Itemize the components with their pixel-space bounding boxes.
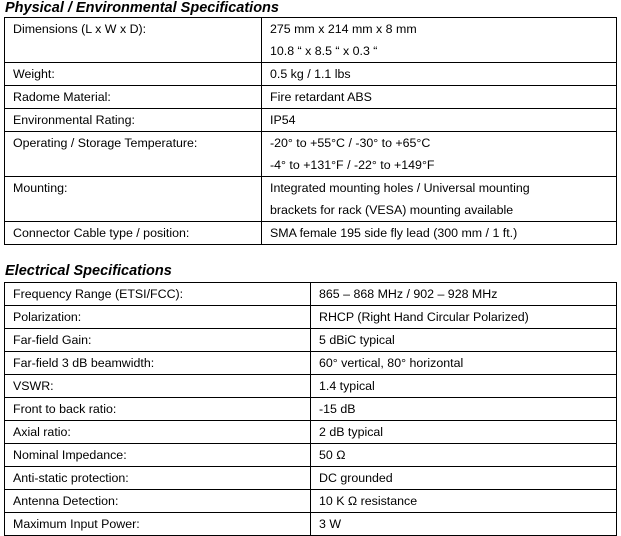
spec-value-cell (311, 329, 617, 352)
table-row (5, 306, 617, 329)
spec-value-cell (262, 86, 617, 109)
table-row (5, 490, 617, 513)
spec-label-cell (5, 398, 311, 421)
spec-label-cell (5, 352, 311, 375)
spec-value-cell (262, 177, 617, 222)
table-row (5, 421, 617, 444)
spec-value: RHCP (Right Hand Circular Polarized) (319, 310, 529, 324)
spec-value-cell (262, 109, 617, 132)
physical-specs-title: Physical / Environmental Specifications (5, 0, 279, 16)
table-row (5, 222, 617, 245)
table-row (5, 283, 617, 306)
spec-label: Far-field Gain: (13, 333, 92, 347)
spec-value-line: Fire retardant ABS (270, 90, 372, 104)
spec-label-cell (5, 490, 311, 513)
spec-label: Dimensions (L x W x D): (13, 22, 147, 36)
spec-value: 10 K Ω resistance (319, 494, 418, 508)
spec-value-cell (311, 444, 617, 467)
spec-value-cell (311, 398, 617, 421)
table-row (5, 513, 617, 536)
spec-value-cell (311, 283, 617, 306)
spec-label-cell (5, 513, 311, 536)
spec-value-cell (311, 352, 617, 375)
spec-value-line: -20° to +55°C / -30° to +65°C (270, 136, 431, 150)
spec-label: Far-field 3 dB beamwidth: (13, 356, 155, 370)
table-row (5, 63, 617, 86)
spec-value-cell (262, 63, 617, 86)
spec-value-line: Integrated mounting holes / Universal mounting (270, 181, 530, 195)
spec-label-cell (5, 132, 262, 177)
spec-value-cell (311, 513, 617, 536)
spec-label-cell (5, 467, 311, 490)
spec-label: VSWR: (13, 379, 54, 393)
table-row (5, 444, 617, 467)
table-row (5, 109, 617, 132)
table-row (5, 398, 617, 421)
spec-value-cell (311, 375, 617, 398)
spec-value-cell (262, 18, 617, 63)
spec-label: Operating / Storage Temperature: (13, 136, 198, 150)
spec-label: Mounting: (13, 181, 68, 195)
spec-label: Frequency Range (ETSI/FCC): (13, 287, 184, 301)
spec-label: Nominal Impedance: (13, 448, 127, 462)
table-row (5, 352, 617, 375)
table-row (5, 467, 617, 490)
spec-label: Environmental Rating: (13, 113, 135, 127)
spec-label-cell (5, 86, 262, 109)
spec-value-cell (262, 132, 617, 177)
spec-label-cell (5, 375, 311, 398)
spec-label: Weight: (13, 67, 55, 81)
table-row (5, 177, 617, 222)
spec-value-cell (311, 490, 617, 513)
spec-label-cell (5, 444, 311, 467)
spec-label-cell (5, 283, 311, 306)
spec-label: Connector Cable type / position: (13, 226, 190, 240)
table-row (5, 375, 617, 398)
spec-label-cell (5, 421, 311, 444)
table-row (5, 329, 617, 352)
electrical-specs-table (4, 282, 617, 536)
spec-value: -15 dB (319, 402, 356, 416)
spec-value: 50 Ω (319, 448, 346, 462)
spec-value: 3 W (319, 517, 342, 531)
spec-value-cell (311, 467, 617, 490)
spec-value-cell (262, 222, 617, 245)
table-row (5, 18, 617, 63)
spec-value-line: -4° to +131°F / -22° to +149°F (270, 158, 435, 172)
spec-value-line: 275 mm x 214 mm x 8 mm (270, 22, 417, 36)
spec-label-cell (5, 222, 262, 245)
spec-value: 865 – 868 MHz / 902 – 928 MHz (319, 287, 498, 301)
spec-label-cell (5, 63, 262, 86)
spec-label-cell (5, 306, 311, 329)
spec-value-line: brackets for rack (VESA) mounting available (270, 203, 514, 217)
spec-label: Antenna Detection: (13, 494, 119, 508)
spec-value-cell (311, 306, 617, 329)
physical-specs-table (4, 17, 617, 245)
spec-value: 2 dB typical (319, 425, 384, 439)
spec-value: 60° vertical, 80° horizontal (319, 356, 464, 370)
spec-label-cell (5, 329, 311, 352)
spec-value-line: IP54 (270, 113, 296, 127)
spec-value: DC grounded (319, 471, 393, 485)
spec-label-cell (5, 18, 262, 63)
spec-label: Axial ratio: (13, 425, 71, 439)
spec-value: 5 dBiC typical (319, 333, 395, 347)
spec-label-cell (5, 109, 262, 132)
table-row (5, 86, 617, 109)
spec-label: Polarization: (13, 310, 82, 324)
spec-value-line: 0.5 kg / 1.1 lbs (270, 67, 351, 81)
spec-value-line: 10.8 “ x 8.5 “ x 0.3 “ (270, 44, 378, 58)
spec-label: Radome Material: (13, 90, 111, 104)
electrical-specs-title: Electrical Specifications (5, 263, 172, 279)
spec-label: Maximum Input Power: (13, 517, 140, 531)
spec-value-cell (311, 421, 617, 444)
spec-label: Front to back ratio: (13, 402, 117, 416)
spec-value: 1.4 typical (319, 379, 375, 393)
spec-label-cell (5, 177, 262, 222)
spec-value-line: SMA female 195 side fly lead (300 mm / 1 ft.) (270, 226, 518, 240)
table-row (5, 132, 617, 177)
spec-label: Anti-static protection: (13, 471, 129, 485)
